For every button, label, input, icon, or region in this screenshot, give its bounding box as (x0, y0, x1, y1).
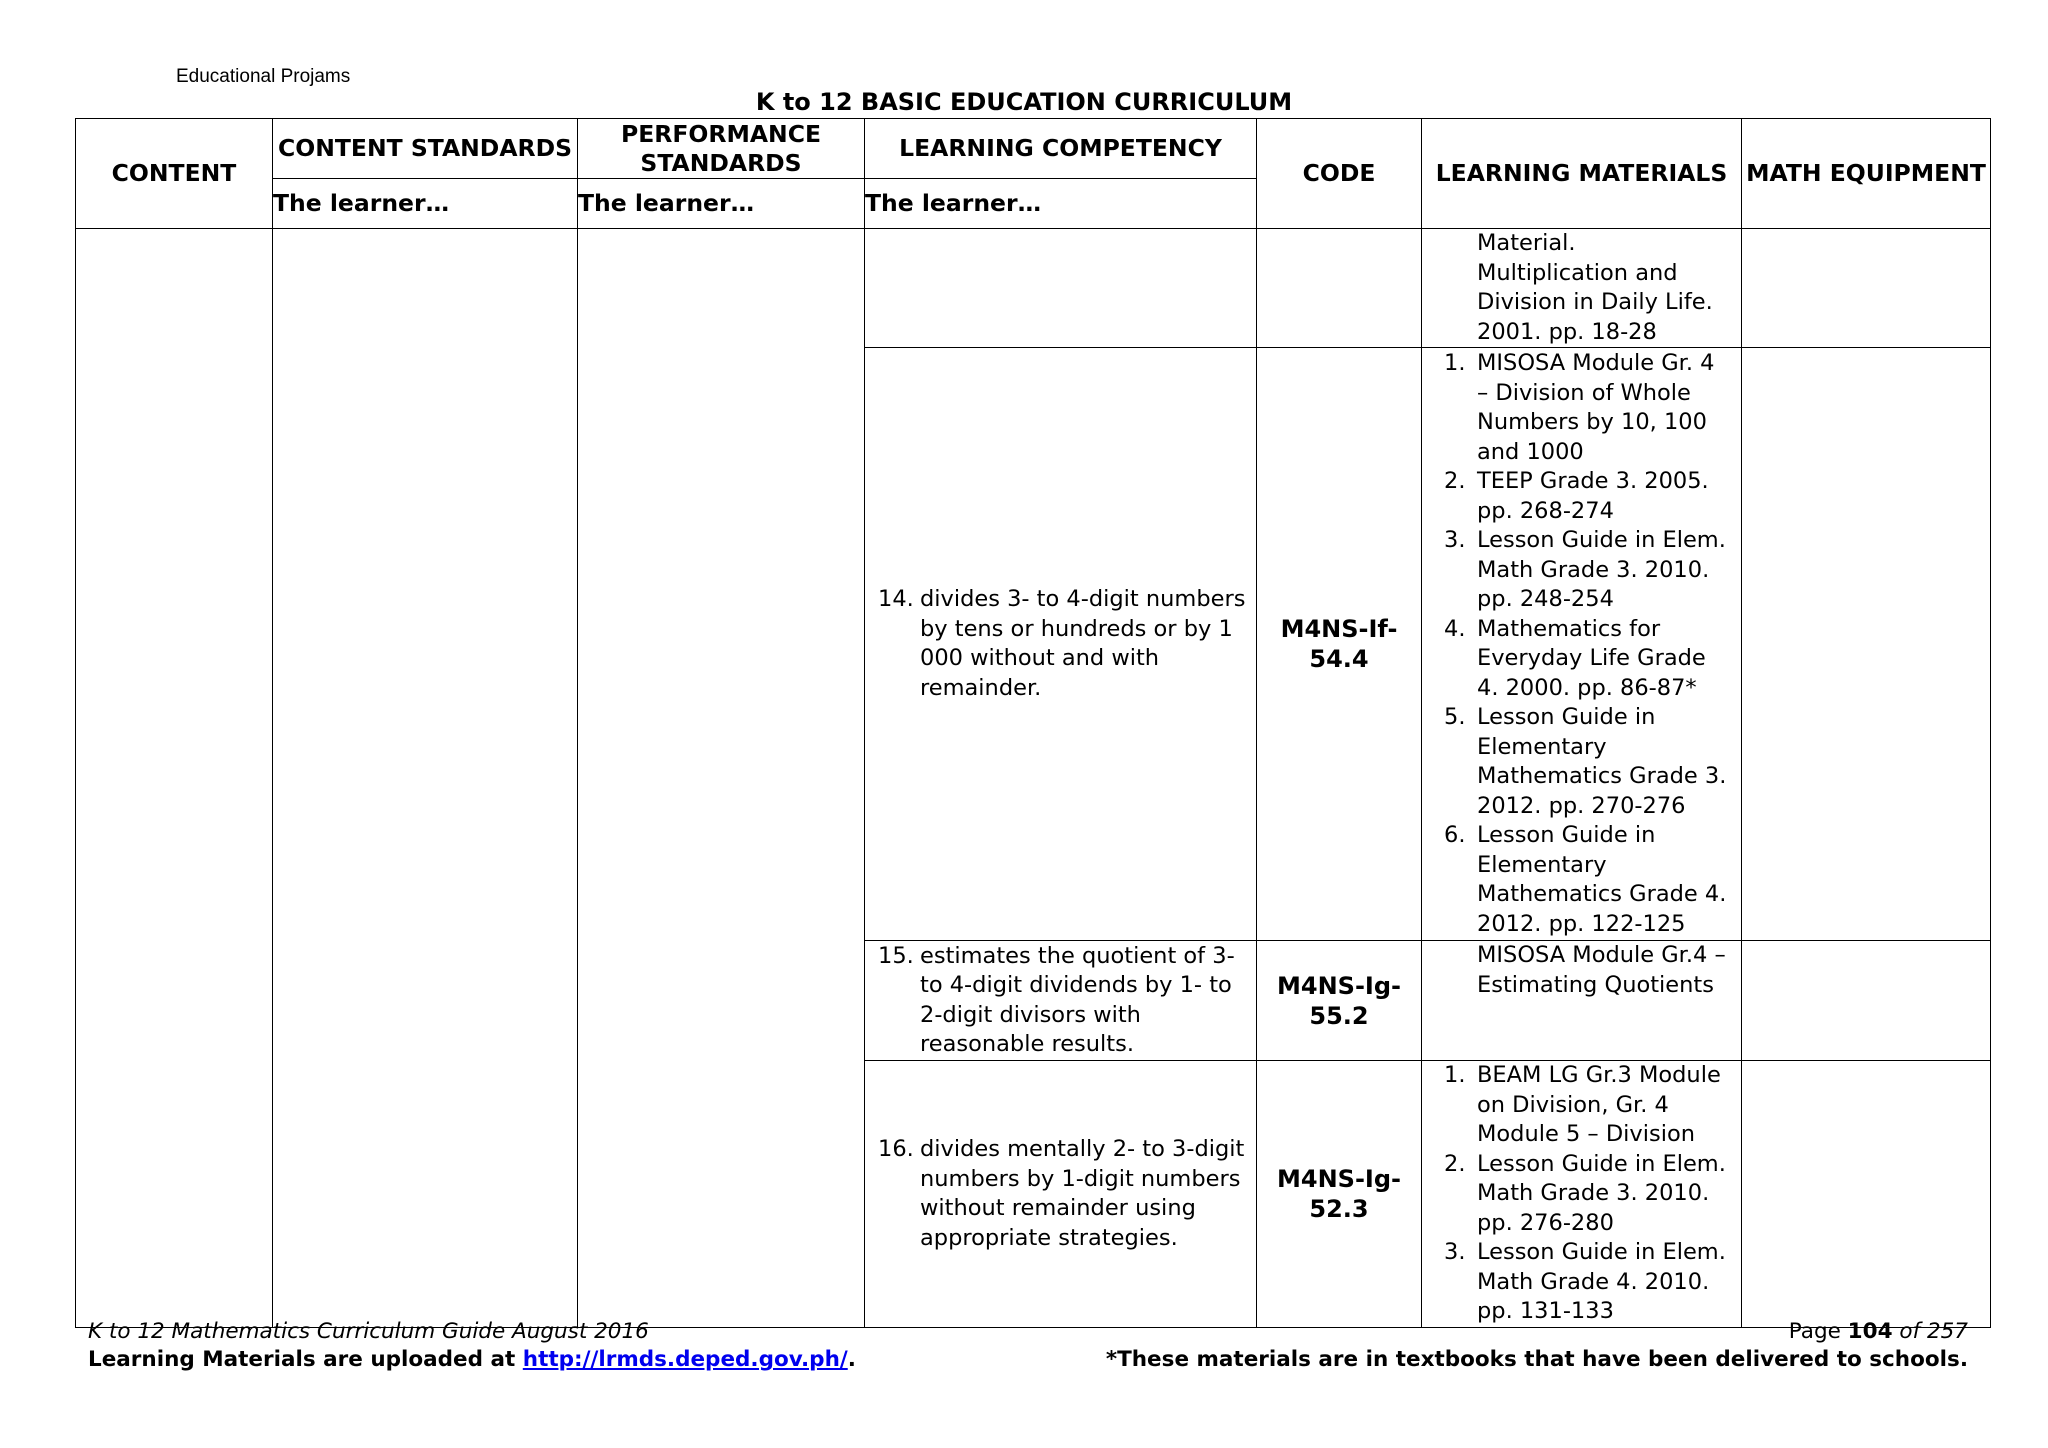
list-item: 6. Lesson Guide in Elementary Mathematics Grade 4. 2012. pp. 122-125 (1444, 822, 1727, 937)
code-cell (1257, 348, 1422, 941)
content-cell (76, 229, 273, 1328)
page-number: Page 104 of 257 (1788, 1319, 1968, 1344)
delivery-note: *These materials are in textbooks that have been delivered to schools. (1105, 1347, 1968, 1372)
header-learning-competency: LEARNING COMPETENCY (865, 119, 1257, 179)
code-cell (1257, 1061, 1422, 1328)
materials-cell (1422, 229, 1742, 348)
materials-text: MISOSA Module Gr.4 – Estimating Quotients (1477, 942, 1726, 998)
learner-label: The learner… (865, 179, 1257, 229)
header-learning-materials: LEARNING MATERIALS (1422, 119, 1742, 229)
list-item: 4. Mathematics for Everyday Life Grade 4. 2000. pp. 86-87* (1444, 615, 1706, 701)
list-item: 1. BEAM LG Gr.3 Module on Division, Gr. 4 Module 5 – Division (1444, 1062, 1721, 1148)
equipment-cell (1742, 229, 1991, 348)
code-cell (1257, 229, 1422, 348)
list-item: 3. Lesson Guide in Elem. Math Grade 4. 2010. pp. 131-133 (1444, 1239, 1726, 1325)
document-title: K to 12 BASIC EDUCATION CURRICULUM (755, 88, 1293, 116)
competency-cell (865, 348, 1257, 941)
upload-period: . (847, 1347, 856, 1372)
competency-code: M4NS-If-54.4 (1280, 615, 1398, 673)
competency-code: M4NS-Ig-52.3 (1277, 1165, 1401, 1223)
footer-right (1106, 1318, 1968, 1374)
competency-cell (865, 1061, 1257, 1328)
header-math-equipment: MATH EQUIPMENT (1742, 119, 1991, 229)
materials-cell (1422, 348, 1742, 941)
competency-cell (865, 229, 1257, 348)
list-item: 2. TEEP Grade 3. 2005. pp. 268-274 (1444, 468, 1709, 524)
header-code: CODE (1257, 119, 1422, 229)
header-content-standards: CONTENT STANDARDS (273, 119, 578, 179)
list-item: 5. Lesson Guide in Elementary Mathematics Grade 3. 2012. pp. 270-276 (1444, 704, 1727, 819)
learner-label: The learner… (273, 179, 578, 229)
materials-cell (1422, 941, 1742, 1061)
content-standards-cell (273, 229, 578, 1328)
list-item: 3. Lesson Guide in Elem. Math Grade 3. 2010. pp. 248-254 (1444, 527, 1726, 612)
performance-standards-cell (578, 229, 865, 1328)
footer-left (88, 1318, 856, 1374)
competency-cell (865, 941, 1257, 1061)
lrmds-link[interactable]: http://lrmds.deped.gov.ph/ (522, 1347, 848, 1372)
equipment-cell (1742, 1061, 1991, 1328)
competency-text: divides 3- to 4-digit numbers by tens or hundreds or by 1 000 without and with remainder. (920, 586, 1246, 701)
upload-note: Learning Materials are uploaded at (88, 1347, 523, 1372)
watermark-text: Educational Projams (176, 66, 351, 87)
list-item: 2. Lesson Guide in Elem. Math Grade 3. 2010. pp. 276-280 (1444, 1150, 1726, 1236)
header-content: CONTENT (76, 119, 273, 229)
competency-code: M4NS-Ig-55.2 (1277, 971, 1401, 1030)
competency-text: divides mentally 2- to 3-digit numbers by 1-digit numbers without remainder using appropriate strategies. (920, 1136, 1245, 1251)
equipment-cell (1742, 348, 1991, 941)
equipment-cell (1742, 941, 1991, 1061)
guide-title: K to 12 Mathematics Curriculum Guide August 2016 (88, 1319, 649, 1344)
curriculum-table (75, 118, 1991, 1328)
code-cell (1257, 941, 1422, 1061)
learner-label: The learner… (578, 179, 865, 229)
list-item: 1. MISOSA Module Gr. 4 – Division of Whole Numbers by 10, 100 and 1000 (1444, 350, 1715, 465)
header-performance-standards: PERFORMANCE STANDARDS (578, 119, 865, 179)
materials-text: Material. Multiplication and Division in Daily Life. 2001. pp. 18-28 (1477, 230, 1713, 345)
table-row (76, 229, 1991, 348)
competency-text: estimates the quotient of 3- to 4-digit dividends by 1- to 2-digit divisors with reasonable results. (920, 942, 1235, 1057)
competency-number: 16. (878, 1136, 914, 1162)
competency-number: 14. (878, 586, 914, 612)
competency-number: 15. (878, 942, 914, 969)
materials-cell (1422, 1061, 1742, 1328)
